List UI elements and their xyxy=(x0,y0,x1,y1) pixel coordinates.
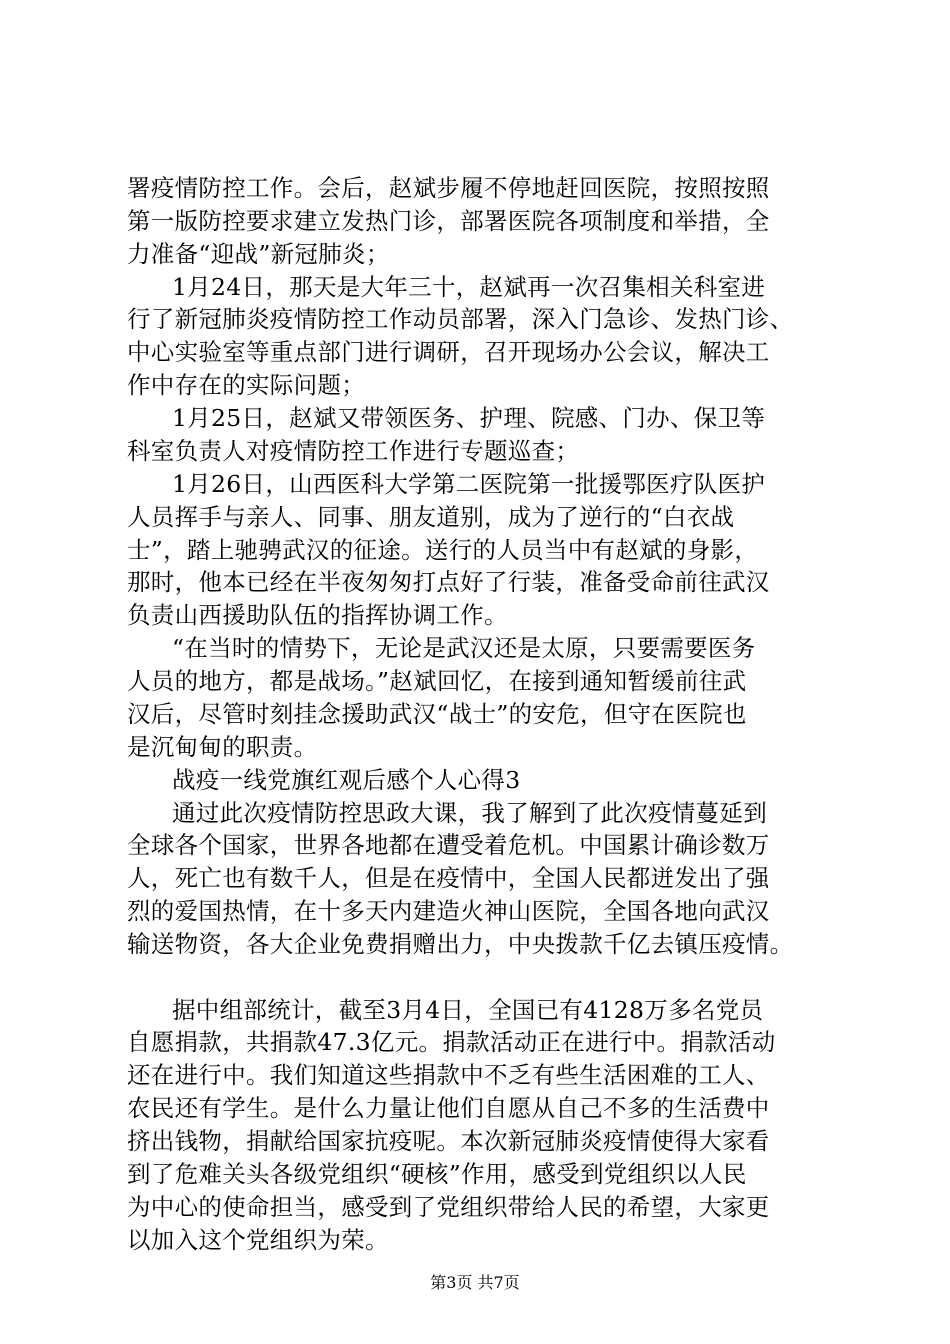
text-line: 挤出钱物，捐献给国家抗疫呢。本次新冠肺炎疫情使得大家看 xyxy=(127,1127,770,1155)
text-line: 1月24日，那天是大年三十，赵斌再一次召集相关科室进 xyxy=(172,273,766,301)
text-line: 力准备“迎战”新冠肺炎； xyxy=(127,240,390,268)
text-line: 那时，他本已经在半夜匆匆打点好了行装，准备受命前往武汉 xyxy=(127,568,770,596)
text-line: 全球各个国家，世界各地都在遭受着危机。中国累计确诊数万 xyxy=(127,831,770,859)
text-line: 据中组部统计，截至3月4日，全国已有4128万多名党员 xyxy=(172,996,764,1024)
text-line: 自愿捐款，共捐款47.3亿元。捐款活动正在进行中。捐款活动 xyxy=(127,1028,776,1056)
text-line: 人员的地方，都是战场。”赵斌回忆，在接到通知暂缓前往武 xyxy=(127,667,747,695)
text-line: 烈的爱国热情，在十多天内建造火神山医院，全国各地向武汉 xyxy=(127,897,770,925)
text-line: 1月26日，山西医科大学第二医院第一批援鄂医疗队医护 xyxy=(172,470,766,498)
text-line: 到了危难关头各级党组织“硬核”作用，感受到党组织以人民 xyxy=(127,1160,747,1188)
text-line: 作中存在的实际问题； xyxy=(127,371,365,399)
text-line: 为中心的使命担当，感受到了党组织带给人民的希望，大家更 xyxy=(127,1193,770,1221)
text-line: 以加入这个党组织为荣。 xyxy=(127,1226,389,1254)
text-line: “在当时的情势下，无论是武汉还是太原，只要需要医务 xyxy=(172,634,756,662)
text-line: 汉后，尽管时刻挂念援助武汉“战士”的安危，但守在医院也 xyxy=(127,700,747,728)
text-line: 输送物资，各大企业免费捐赠出力，中央拨款千亿去镇压疫情。 xyxy=(127,930,794,958)
text-line: 人，死亡也有数千人，但是在疫情中，全国人民都迸发出了强 xyxy=(127,864,770,892)
text-line: 通过此次疫情防控思政大课，我了解到了此次疫情蔓延到 xyxy=(172,799,767,827)
text-line: 还在进行中。我们知道这些捐款中不乏有些生活困难的工人、 xyxy=(127,1061,770,1089)
text-line: 科室负责人对疫情防控工作进行专题巡查； xyxy=(127,437,580,465)
text-line: 中心实验室等重点部门进行调研，召开现场办公会议，解决工 xyxy=(127,338,770,366)
text-line: 农民还有学生。是什么力量让他们自愿从自己不多的生活费中 xyxy=(127,1094,770,1122)
page-number: 第3页 共7页 xyxy=(430,1273,520,1292)
text-line: 人员挥手与亲人、同事、朋友道别，成为了逆行的“白衣战 xyxy=(127,503,735,531)
section-heading: 战疫一线党旗红观后感个人心得3 xyxy=(172,766,521,794)
text-line: 1月25日，赵斌又带领医务、护理、院感、门办、保卫等 xyxy=(172,404,766,432)
text-line: 士”，踏上驰骋武汉的征途。送行的人员当中有赵斌的身影， xyxy=(127,536,759,564)
text-line: 负责山西援助队伍的指挥协调工作。 xyxy=(127,601,508,629)
text-line: 署疫情防控工作。会后，赵斌步履不停地赶回医院，按照按照 xyxy=(127,174,770,202)
text-line: 行了新冠肺炎疫情防控工作动员部署，深入门急诊、发热门诊、 xyxy=(127,305,794,333)
text-line: 是沉甸甸的职责。 xyxy=(127,733,318,761)
text-line: 第一版防控要求建立发热门诊，部署医院各项制度和举措，全 xyxy=(127,207,770,235)
